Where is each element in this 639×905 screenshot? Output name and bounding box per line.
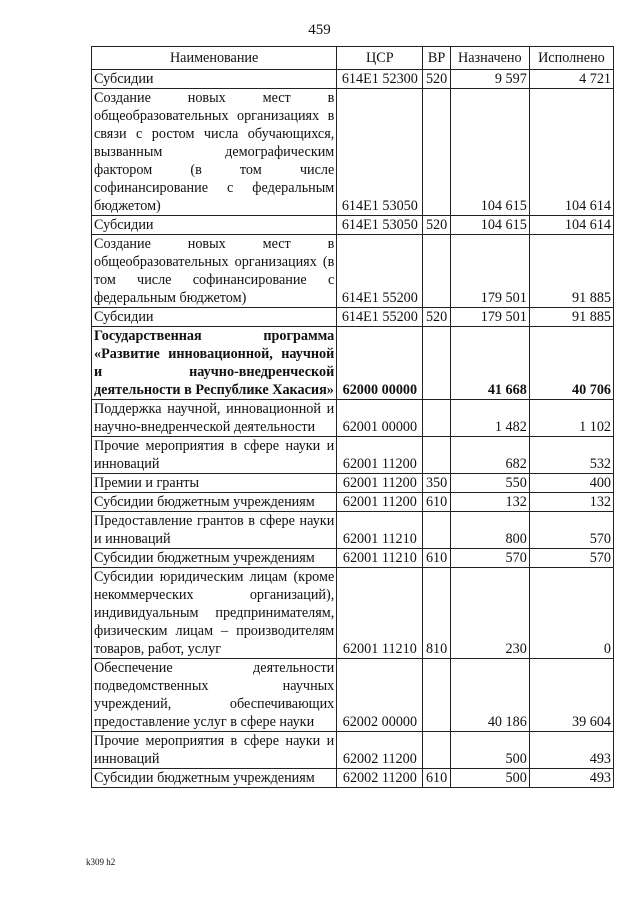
row-vr-cell: 610	[423, 493, 450, 512]
table-row	[92, 474, 614, 493]
budget-table	[91, 46, 614, 788]
row-vr-cell	[423, 512, 450, 549]
row-executed-cell: 104 614	[529, 216, 613, 235]
row-vr-cell: 610	[423, 769, 450, 788]
row-csr-cell: 62002 11200	[337, 769, 423, 788]
row-name-cell: Субсидии юридическим лицам (кроме некоммерческих организаций), индивидуальным предпринимателям, физическим лицам – производителям товаров, работ, услуг	[92, 568, 337, 659]
table-row	[92, 70, 614, 89]
row-csr-cell: 62001 11200	[337, 493, 423, 512]
header-csr: ЦСР	[337, 47, 423, 70]
row-planned-cell: 500	[450, 769, 529, 788]
table-body	[92, 70, 614, 788]
table-row	[92, 216, 614, 235]
row-planned-cell: 179 501	[450, 235, 529, 308]
row-name-cell: Премии и гранты	[92, 474, 337, 493]
row-vr-cell	[423, 89, 450, 216]
table-row	[92, 437, 614, 474]
table-row	[92, 568, 614, 659]
row-vr-cell: 350	[423, 474, 450, 493]
table-row	[92, 769, 614, 788]
row-csr-cell: 62001 11200	[337, 437, 423, 474]
row-name-cell: Субсидии	[92, 308, 337, 327]
row-csr-cell: 62001 11210	[337, 568, 423, 659]
row-planned-cell: 682	[450, 437, 529, 474]
header-executed: Исполнено	[529, 47, 613, 70]
row-csr-cell: 62002 00000	[337, 659, 423, 732]
row-csr-cell: 614E1 55200	[337, 308, 423, 327]
row-executed-cell: 0	[529, 568, 613, 659]
row-vr-cell: 810	[423, 568, 450, 659]
row-csr-cell: 614E1 55200	[337, 235, 423, 308]
row-vr-cell	[423, 400, 450, 437]
header-planned: Назначено	[450, 47, 529, 70]
table-row	[92, 512, 614, 549]
row-executed-cell: 493	[529, 732, 613, 769]
table-row	[92, 732, 614, 769]
row-csr-cell: 614E1 53050	[337, 216, 423, 235]
table-row	[92, 235, 614, 308]
table-row	[92, 400, 614, 437]
row-vr-cell	[423, 235, 450, 308]
header-vr: ВР	[423, 47, 450, 70]
row-planned-cell: 41 668	[450, 327, 529, 400]
row-executed-cell: 40 706	[529, 327, 613, 400]
row-vr-cell: 610	[423, 549, 450, 568]
row-planned-cell: 550	[450, 474, 529, 493]
table-header-row	[92, 47, 614, 70]
table-row	[92, 89, 614, 216]
row-name-cell: Прочие мероприятия в сфере науки и инноваций	[92, 732, 337, 769]
row-executed-cell: 132	[529, 493, 613, 512]
row-csr-cell: 62001 11210	[337, 549, 423, 568]
row-executed-cell: 400	[529, 474, 613, 493]
row-vr-cell: 520	[423, 216, 450, 235]
table-row	[92, 327, 614, 400]
row-vr-cell	[423, 732, 450, 769]
row-name-cell: Государственная программа «Развитие инновационной, научной и научно-внедренческой деятельности в Республике Хакасия»	[92, 327, 337, 400]
row-csr-cell: 62001 00000	[337, 400, 423, 437]
row-planned-cell: 179 501	[450, 308, 529, 327]
table-row	[92, 493, 614, 512]
row-executed-cell: 4 721	[529, 70, 613, 89]
row-name-cell: Субсидии	[92, 216, 337, 235]
row-executed-cell: 91 885	[529, 308, 613, 327]
row-csr-cell: 614E1 52300	[337, 70, 423, 89]
row-planned-cell: 132	[450, 493, 529, 512]
row-vr-cell: 520	[423, 70, 450, 89]
row-csr-cell: 62001 11210	[337, 512, 423, 549]
row-planned-cell: 104 615	[450, 216, 529, 235]
header-name: Наименование	[92, 47, 337, 70]
row-planned-cell: 230	[450, 568, 529, 659]
footer-code: k309 h2	[86, 857, 116, 867]
row-executed-cell: 1 102	[529, 400, 613, 437]
row-planned-cell: 800	[450, 512, 529, 549]
row-name-cell: Субсидии бюджетным учреждениям	[92, 769, 337, 788]
row-csr-cell: 62000 00000	[337, 327, 423, 400]
row-name-cell: Обеспечение деятельности подведомственных научных учреждений, обеспечивающих предоставление услуг в сфере науки	[92, 659, 337, 732]
page-number: 459	[308, 22, 331, 38]
row-vr-cell	[423, 327, 450, 400]
row-executed-cell: 39 604	[529, 659, 613, 732]
row-executed-cell: 493	[529, 769, 613, 788]
row-planned-cell: 1 482	[450, 400, 529, 437]
row-vr-cell	[423, 659, 450, 732]
row-csr-cell: 614E1 53050	[337, 89, 423, 216]
table-row	[92, 549, 614, 568]
row-executed-cell: 91 885	[529, 235, 613, 308]
row-vr-cell: 520	[423, 308, 450, 327]
row-planned-cell: 500	[450, 732, 529, 769]
row-name-cell: Субсидии бюджетным учреждениям	[92, 493, 337, 512]
row-planned-cell: 570	[450, 549, 529, 568]
row-name-cell: Субсидии бюджетным учреждениям	[92, 549, 337, 568]
row-name-cell: Прочие мероприятия в сфере науки и инноваций	[92, 437, 337, 474]
row-executed-cell: 570	[529, 512, 613, 549]
row-csr-cell: 62001 11200	[337, 474, 423, 493]
row-name-cell: Создание новых мест в общеобразовательных организациях (в том числе софинансирование с федеральным бюджетом)	[92, 235, 337, 308]
row-name-cell: Создание новых мест в общеобразовательных организациях в связи с ростом числа обучающихся, вызванным демографическим фактором (в том числе софинансирование с федеральным бюджетом)	[92, 89, 337, 216]
row-vr-cell	[423, 437, 450, 474]
row-name-cell: Предоставление грантов в сфере науки и инноваций	[92, 512, 337, 549]
row-executed-cell: 104 614	[529, 89, 613, 216]
row-name-cell: Поддержка научной, инновационной и научно-внедренческой деятельности	[92, 400, 337, 437]
row-planned-cell: 104 615	[450, 89, 529, 216]
row-executed-cell: 570	[529, 549, 613, 568]
table-row	[92, 659, 614, 732]
row-planned-cell: 40 186	[450, 659, 529, 732]
row-planned-cell: 9 597	[450, 70, 529, 89]
table-row	[92, 308, 614, 327]
row-name-cell: Субсидии	[92, 70, 337, 89]
row-executed-cell: 532	[529, 437, 613, 474]
row-csr-cell: 62002 11200	[337, 732, 423, 769]
